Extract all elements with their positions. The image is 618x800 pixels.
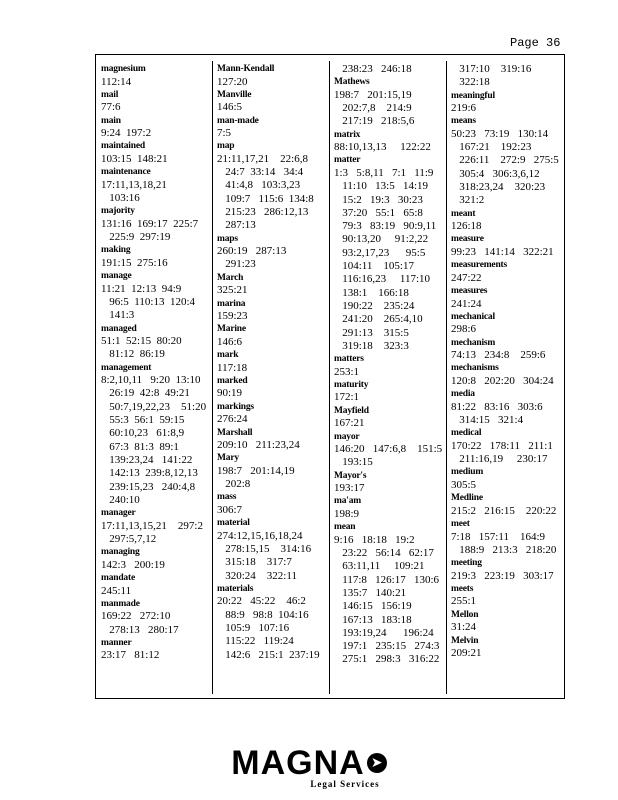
index-term: maintained	[101, 141, 145, 152]
index-page-line-refs: 241:20 265:4,10	[334, 313, 423, 326]
index-term: meeting	[451, 558, 482, 569]
index-page-line-refs: 117:18	[217, 361, 248, 374]
index-column-3	[334, 63, 442, 667]
index-page-line-refs: 37:20 55:1 65:8	[334, 206, 423, 219]
index-term: measure	[451, 234, 484, 245]
index-page-line-refs: 190:22 235:24	[334, 299, 415, 312]
index-page-line-refs: 198:7 201:14,19	[217, 464, 295, 477]
index-page-line-refs: 191:15 275:16	[101, 256, 168, 269]
index-page-line-refs: 167:21	[334, 417, 365, 430]
index-term: Medline	[451, 493, 483, 504]
index-page-line-refs: 219:3 223:19 303:17	[451, 569, 554, 582]
index-page-line-refs: 11:10 13:5 14:19	[334, 180, 429, 193]
index-page-line-refs: 67:3 81:3 89:1	[101, 440, 179, 453]
index-page-line-refs: 23:22 56:14 62:17	[334, 547, 434, 560]
column-divider	[212, 61, 213, 694]
index-term: manmade	[101, 598, 140, 609]
index-term: Mathews	[334, 77, 370, 88]
index-page-line-refs: 193:15	[334, 456, 373, 469]
index-term: materials	[217, 583, 254, 594]
index-page-line-refs: 142:3 200:19	[101, 558, 165, 571]
index-page-line-refs: 31:24	[451, 621, 477, 634]
index-page-line-refs: 146:20 147:6,8 151:5	[334, 443, 443, 456]
index-term: meaningful	[451, 90, 495, 101]
index-page-line-refs: 88:10,13,13 122:22	[334, 141, 431, 154]
index-page-line-refs: 90:13,20 91:2,22	[334, 233, 429, 246]
index-page-line-refs: 9:24 197:2	[101, 127, 152, 140]
index-page-line-refs: 99:23 141:14 322:21	[451, 245, 554, 258]
index-page-line-refs: 126:18	[451, 220, 482, 233]
index-page-line-refs: 298:6	[451, 323, 477, 336]
index-page-line-refs: 260:19 287:13	[217, 245, 287, 258]
index-term: mass	[217, 492, 237, 503]
index-page-line-refs: 241:24	[451, 297, 482, 310]
index-page-line-refs: 26:19 42:8 49:21	[101, 387, 190, 400]
column-divider	[446, 61, 447, 694]
index-page-line-refs: 306:7	[217, 503, 243, 516]
index-page-line-refs: 239:15,23 240:4,8	[101, 480, 196, 493]
column-divider	[329, 61, 330, 694]
index-page-line-refs: 146:5	[217, 101, 243, 114]
index-term: Marshall	[217, 427, 253, 438]
index-term: ma'am	[334, 496, 361, 507]
index-page-line-refs: 81:12 86:19	[101, 348, 165, 361]
index-term: manage	[101, 271, 132, 282]
index-page-line-refs: 24:7 33:14 34:4	[217, 166, 304, 179]
index-term: map	[217, 141, 235, 152]
word-index-box	[95, 54, 565, 699]
index-page-line-refs: 50:7,19,22,23 51:20	[101, 400, 207, 413]
index-page-line-refs: 197:1 235:15 274:3	[334, 640, 440, 653]
index-term: man-made	[217, 115, 259, 126]
index-term: mandate	[101, 573, 135, 584]
index-term: mayor	[334, 431, 360, 442]
index-page-line-refs: 17:11,13,18,21	[101, 178, 167, 191]
index-page-line-refs: 20:22 45:22 46:2	[217, 595, 306, 608]
index-term: material	[217, 518, 250, 529]
index-term: maintenance	[101, 167, 151, 178]
index-page-line-refs: 278:15,15 314:16	[217, 543, 312, 556]
index-page-line-refs: 15:2 19:3 30:23	[334, 193, 423, 206]
index-page-line-refs: 278:13 280:17	[101, 623, 179, 636]
index-term: matters	[334, 354, 364, 365]
index-page-line-refs: 142:13 239:8,12,13	[101, 467, 198, 480]
index-page-line-refs: 115:22 119:24	[217, 635, 294, 648]
index-page-line-refs: 193:17	[334, 482, 365, 495]
index-page-line-refs: 51:1 52:15 80:20	[101, 335, 182, 348]
index-term: maps	[217, 233, 238, 244]
index-page-line-refs: 104:11 105:17	[334, 260, 414, 273]
index-page-line-refs: 79:3 83:19 90:9,11	[334, 220, 437, 233]
index-page-line-refs: 193:19,24 196:24	[334, 626, 434, 639]
index-page-line-refs: 109:7 115:6 134:8	[217, 192, 314, 205]
index-term: meets	[451, 583, 474, 594]
index-page-line-refs: 93:2,17,23 95:5	[334, 246, 426, 259]
index-term: mark	[217, 350, 239, 361]
index-page-line-refs: 63:11,11 109:21	[334, 560, 425, 573]
index-term: mean	[334, 522, 356, 533]
index-page-line-refs: 55:3 56:1 59:15	[101, 414, 185, 427]
index-page-line-refs: 305:5	[451, 478, 477, 491]
index-page-line-refs: 188:9 213:3 218:20	[451, 543, 557, 556]
index-page-line-refs: 116:16,23 117:10	[334, 273, 431, 286]
index-term: marked	[217, 375, 248, 386]
index-page-line-refs: 131:16 169:17 225:7	[101, 217, 199, 230]
index-page-line-refs: 226:11 272:9 275:5	[451, 154, 559, 167]
index-column-4	[451, 63, 559, 660]
index-page-line-refs: 317:10 319:16	[451, 63, 532, 75]
index-page-line-refs: 112:14	[101, 75, 132, 88]
index-page-line-refs: 209:10 211:23,24	[217, 439, 300, 452]
index-page-line-refs: 238:23 246:18	[334, 63, 412, 75]
index-term: manner	[101, 637, 132, 648]
index-page-line-refs: 297:5,7,12	[101, 532, 157, 545]
index-term: manager	[101, 508, 136, 519]
index-page-line-refs: 120:8 202:20 304:24	[451, 374, 554, 387]
index-page-line-refs: 291:23	[217, 258, 256, 271]
logo-wordmark: MAGNA	[231, 744, 365, 782]
index-page-line-refs: 321:2	[451, 194, 485, 207]
index-term: maturity	[334, 379, 369, 390]
index-page-line-refs: 202:7,8 214:9	[334, 102, 412, 115]
index-page-line-refs: 276:24	[217, 413, 248, 426]
index-page-line-refs: 139:23,24 141:22	[101, 453, 193, 466]
index-page-line-refs: 247:22	[451, 271, 482, 284]
index-page-line-refs: 198:7 201:15,19	[334, 88, 412, 101]
index-page-line-refs: 21:11,17,21 22:6,8	[217, 152, 308, 165]
index-page-line-refs: 253:1	[334, 365, 360, 378]
index-page-line-refs: 169:22 272:10	[101, 610, 171, 623]
index-page-line-refs: 198:9	[334, 507, 360, 520]
index-term: managed	[101, 323, 137, 334]
index-term: matter	[334, 155, 361, 166]
index-page-line-refs: 217:19 218:5,6	[334, 115, 415, 128]
index-term: March	[217, 272, 244, 283]
index-page-line-refs: 209:21	[451, 647, 482, 660]
index-term: markings	[217, 401, 254, 412]
index-term: mail	[101, 89, 119, 100]
index-term: matrix	[334, 129, 361, 140]
index-page-line-refs: 245:11	[101, 584, 132, 597]
index-page-line-refs: 9:16 18:18 19:2	[334, 533, 415, 546]
index-page-line-refs: 287:13	[217, 219, 256, 232]
index-term: managing	[101, 547, 140, 558]
index-term: medical	[451, 428, 482, 439]
index-page-line-refs: 7:18 157:11 164:9	[451, 530, 546, 543]
index-page-line-refs: 305:4 306:3,6,12	[451, 167, 540, 180]
index-page-line-refs: 170:22 178:11 211:1	[451, 439, 553, 452]
index-page-line-refs: 291:13 315:5	[334, 326, 409, 339]
index-page-line-refs: 1:3 5:8,11 7:1 11:9	[334, 166, 434, 179]
index-column-1	[101, 63, 209, 663]
index-page-line-refs: 96:5 110:13 120:4	[101, 295, 196, 308]
index-page-line-refs: 105:9 107:16	[217, 622, 290, 635]
index-page-line-refs: 103:15 148:21	[101, 152, 168, 165]
index-page-line-refs: 74:13 234:8 259:6	[451, 349, 546, 362]
index-page-line-refs: 215:23 286:12,13	[217, 206, 309, 219]
index-page-line-refs: 211:16,19 230:17	[451, 453, 548, 466]
index-page-line-refs: 322:18	[451, 76, 490, 89]
index-term: Mary	[217, 453, 239, 464]
index-page-line-refs: 60:10,23 61:8,9	[101, 427, 185, 440]
index-page-line-refs: 146:6	[217, 335, 243, 348]
index-page-line-refs: 50:23 73:19 130:14	[451, 127, 549, 140]
logo-subtitle: Legal Services	[310, 779, 380, 789]
index-page-line-refs: 167:13 183:18	[334, 613, 412, 626]
index-page-line-refs: 81:22 83:16 303:6	[451, 400, 543, 413]
index-page-line-refs: 11:21 12:13 94:9	[101, 282, 182, 295]
index-term: magnesium	[101, 64, 146, 74]
index-term: Manville	[217, 89, 252, 100]
index-page-line-refs: 172:1	[334, 391, 360, 404]
index-term: Melvin	[451, 635, 479, 646]
index-term: management	[101, 362, 152, 373]
index-term: mechanism	[451, 337, 496, 348]
index-page-line-refs: 325:21	[217, 284, 248, 297]
index-term: mechanisms	[451, 363, 499, 374]
index-page-line-refs: 88:9 98:8 104:16	[217, 608, 309, 621]
index-term: meet	[451, 519, 470, 530]
index-page-line-refs: 90:19	[217, 387, 243, 400]
index-page-line-refs: 41:4,8 103:3,23	[217, 179, 301, 192]
index-page-line-refs: 240:10	[101, 493, 140, 506]
index-page-line-refs: 167:21 192:23	[451, 141, 532, 154]
index-term: Mellon	[451, 609, 479, 620]
arrow-circle-icon: ➤	[367, 753, 387, 773]
index-term: media	[451, 389, 475, 400]
index-term: marina	[217, 298, 246, 309]
index-term: Mayfield	[334, 405, 369, 416]
index-term: medium	[451, 467, 484, 478]
index-page-line-refs: 77:6	[101, 101, 121, 114]
index-page-line-refs: 319:18 323:3	[334, 339, 409, 352]
index-column-2	[217, 63, 325, 662]
index-page-line-refs: 215:2 216:15 220:22	[451, 504, 557, 517]
footer-logo	[0, 745, 618, 789]
index-page-line-refs: 117:8 126:17 130:6	[334, 573, 440, 586]
index-page-line-refs: 142:6 215:1 237:19	[217, 648, 320, 661]
index-page-line-refs: 320:24 322:11	[217, 569, 297, 582]
index-page-line-refs: 7:5	[217, 127, 232, 140]
index-page-line-refs: 314:15 321:4	[451, 414, 524, 427]
index-page-line-refs: 159:23	[217, 310, 248, 323]
index-page-line-refs: 146:15 156:19	[334, 600, 412, 613]
index-page-line-refs: 274:12,15,16,18,24	[217, 529, 303, 542]
index-page-line-refs: 275:1 298:3 316:22	[334, 653, 440, 666]
index-page-line-refs: 318:23,24 320:23	[451, 181, 546, 194]
index-term: measurements	[451, 260, 507, 271]
index-page-line-refs: 127:20	[217, 75, 248, 88]
index-page-line-refs: 135:7 140:21	[334, 586, 407, 599]
index-page-line-refs: 255:1	[451, 595, 477, 608]
index-page-line-refs: 141:3	[101, 309, 135, 322]
index-term: majority	[101, 206, 135, 217]
index-page-line-refs: 8:2,10,11 9:20 13:10	[101, 374, 201, 387]
index-term: Marine	[217, 324, 246, 335]
index-page-line-refs: 23:17 81:12	[101, 649, 160, 662]
index-term: Mann-Kendall	[217, 64, 275, 74]
index-page-line-refs: 202:8	[217, 478, 251, 491]
index-page-line-refs: 17:11,13,15,21 297:2	[101, 519, 203, 532]
index-page-line-refs: 219:6	[451, 102, 477, 115]
index-term: making	[101, 245, 131, 256]
index-term: main	[101, 115, 121, 126]
index-page-line-refs: 103:16	[101, 191, 140, 204]
index-term: mechanical	[451, 311, 495, 322]
index-page-line-refs: 315:18 317:7	[217, 556, 292, 569]
index-page-line-refs: 225:9 297:19	[101, 231, 171, 244]
page-number: Page 36	[510, 36, 561, 50]
index-term: meant	[451, 208, 476, 219]
index-term: Mayor's	[334, 470, 367, 481]
index-term: means	[451, 116, 476, 127]
index-term: measures	[451, 286, 488, 297]
index-page-line-refs: 138:1 166:18	[334, 286, 409, 299]
